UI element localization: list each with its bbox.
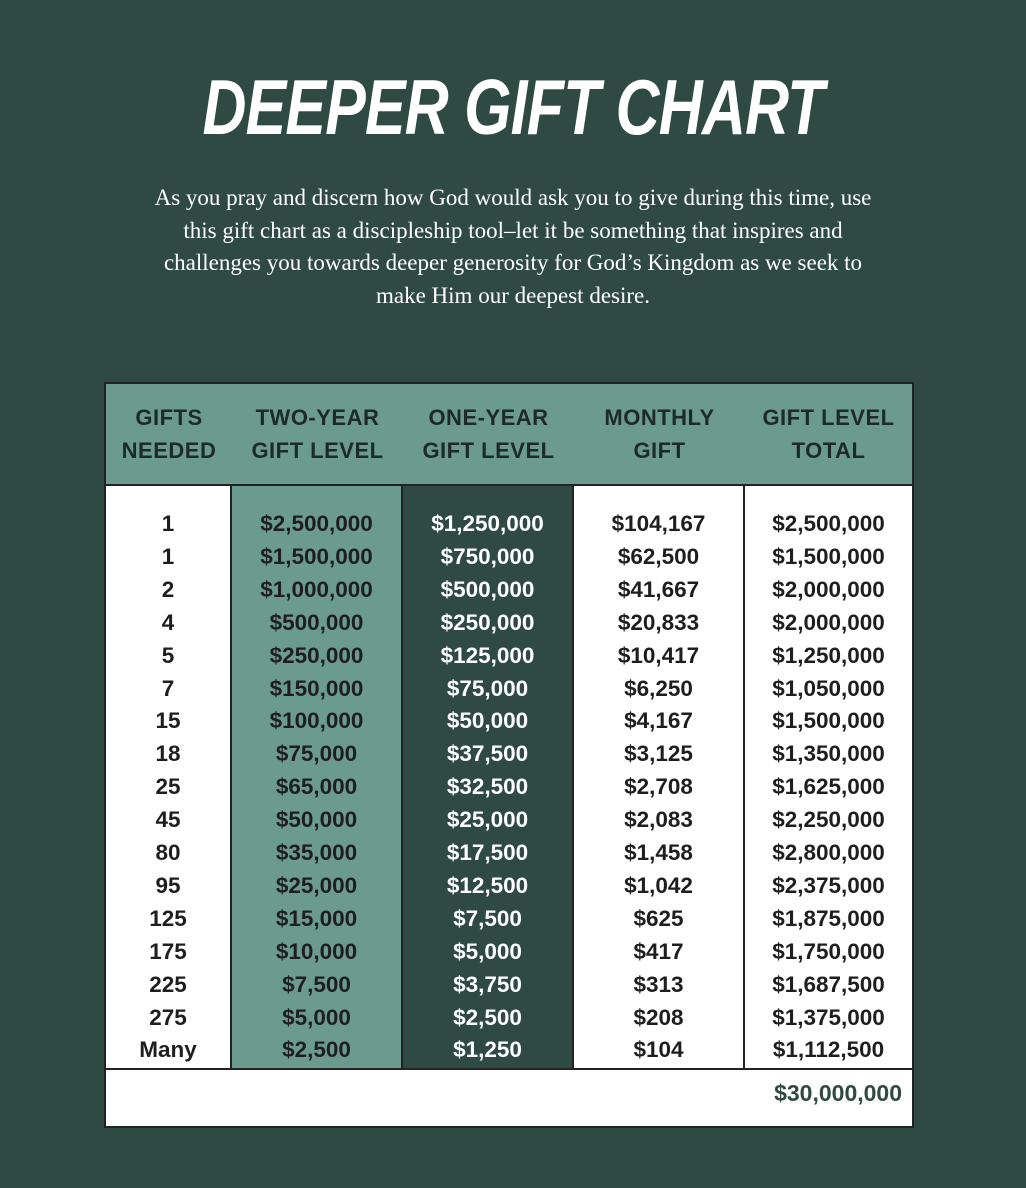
table-cell-total: $1,875,000 [772, 905, 885, 931]
column-gift-level-total [745, 486, 912, 1068]
table-cell-gifts: 18 [155, 741, 181, 767]
table-cell-total: $2,000,000 [772, 609, 885, 635]
column-monthly-gift [574, 486, 745, 1068]
table-cell-gifts: 4 [161, 609, 175, 635]
table-cell-two-year: $250,000 [269, 642, 364, 668]
table-cell-one-year: $50,000 [446, 708, 529, 734]
table-cell-gifts: 7 [161, 675, 175, 701]
grand-total-row [106, 1068, 912, 1126]
table-cell-two-year: $10,000 [275, 938, 358, 964]
table-cell-gifts: 25 [155, 774, 181, 800]
table-cell-two-year: $2,500 [282, 1037, 351, 1063]
table-cell-one-year: $2,500 [453, 1004, 522, 1030]
table-cell-one-year: $1,250 [453, 1037, 522, 1063]
table-cell-total: $1,375,000 [772, 1004, 885, 1030]
header-two-year-gift-level: TWO-YEAR GIFT LEVEL [251, 405, 384, 463]
table-cell-total: $1,750,000 [772, 938, 885, 964]
table-cell-two-year: $35,000 [275, 840, 358, 865]
table-cell-monthly: $4,167 [624, 708, 693, 734]
table-cell-gifts: 80 [155, 840, 181, 865]
column-gifts-needed [106, 486, 232, 1068]
table-cell-total: $2,375,000 [772, 872, 885, 898]
page-title: DEEPER GIFT CHART [202, 63, 824, 151]
table-cell-monthly: $6,250 [624, 675, 693, 701]
table-cell-gifts: 175 [149, 938, 187, 964]
table-cell-one-year: $1,250,000 [431, 511, 544, 536]
table-cell-two-year: $1,000,000 [260, 576, 373, 602]
table-cell-one-year: $12,500 [446, 872, 529, 898]
table-cell-monthly: $62,500 [617, 543, 700, 569]
table-cell-total: $1,112,500 [772, 1037, 885, 1063]
table-cell-one-year: $125,000 [440, 642, 535, 668]
table-cell-two-year: $1,500,000 [260, 543, 373, 569]
table-cell-gifts: 1 [161, 543, 175, 569]
table-cell-monthly: $41,667 [617, 576, 700, 602]
table-cell-one-year: $7,500 [453, 905, 522, 931]
table-cell-monthly: $1,458 [624, 840, 693, 865]
table-cell-total: $1,250,000 [772, 642, 885, 668]
table-cell-two-year: $15,000 [275, 905, 358, 931]
table-cell-two-year: $75,000 [275, 741, 358, 767]
table-cell-total: $2,500,000 [772, 511, 885, 536]
table-cell-monthly: $625 [633, 905, 684, 931]
table-cell-total: $1,625,000 [772, 774, 885, 800]
table-cell-one-year: $500,000 [440, 576, 535, 602]
table-cell-total: $1,500,000 [772, 708, 885, 734]
table-cell-two-year: $150,000 [269, 675, 364, 701]
table-cell-total: $1,687,500 [772, 971, 885, 997]
table-cell-gifts: 225 [149, 971, 187, 997]
table-cell-gifts: 275 [149, 1004, 187, 1030]
table-cell-gifts: Many [139, 1037, 197, 1063]
table-cell-one-year: $5,000 [453, 938, 522, 964]
table-cell-two-year: $7,500 [282, 971, 351, 997]
table-cell-two-year: $100,000 [269, 708, 364, 734]
table-cell-one-year: $17,500 [446, 840, 529, 865]
table-cell-one-year: $37,500 [446, 741, 529, 767]
table-header-row [106, 384, 912, 486]
table-cell-total: $1,350,000 [772, 741, 885, 767]
table-cell-two-year: $500,000 [269, 609, 364, 635]
table-cell-one-year: $25,000 [446, 807, 529, 833]
table-cell-total: $2,250,000 [772, 807, 885, 833]
table-cell-total: $2,800,000 [772, 840, 885, 865]
table-cell-one-year: $750,000 [440, 543, 535, 569]
grand-total-value: $30,000,000 [774, 1080, 902, 1106]
table-cell-monthly: $417 [633, 938, 684, 964]
table-cell-monthly: $313 [633, 971, 684, 997]
gift-chart-table [104, 382, 914, 1128]
table-cell-monthly: $2,083 [624, 807, 693, 833]
table-cell-one-year: $32,500 [446, 774, 529, 800]
header-monthly-gift: MONTHLY GIFT [604, 405, 715, 463]
table-cell-monthly: $1,042 [624, 872, 693, 898]
table-cell-two-year: $5,000 [282, 1004, 351, 1030]
table-cell-two-year: $50,000 [275, 807, 358, 833]
table-cell-two-year: $25,000 [275, 872, 358, 898]
table-cell-gifts: 95 [155, 872, 181, 898]
table-cell-monthly: $3,125 [624, 741, 693, 767]
table-cell-monthly: $104,167 [611, 511, 706, 536]
table-cell-gifts: 5 [161, 642, 175, 668]
table-cell-total: $1,050,000 [772, 675, 885, 701]
table-cell-two-year: $2,500,000 [260, 511, 373, 536]
table-cell-monthly: $2,708 [624, 774, 693, 800]
table-cell-monthly: $10,417 [617, 642, 700, 668]
table-cell-one-year: $250,000 [440, 609, 535, 635]
table-cell-one-year: $75,000 [446, 675, 529, 701]
header-gift-level-total: GIFT LEVEL TOTAL [762, 405, 895, 463]
header-one-year-gift-level: ONE-YEAR GIFT LEVEL [422, 405, 555, 463]
table-cell-monthly: $208 [633, 1004, 684, 1030]
table-cell-total: $2,000,000 [772, 576, 885, 602]
table-cell-gifts: 15 [155, 708, 181, 734]
table-cell-total: $1,500,000 [772, 543, 885, 569]
table-cell-one-year: $3,750 [453, 971, 522, 997]
header-gifts-needed: GIFTS NEEDED [121, 405, 217, 463]
column-one-year-gift-level [403, 486, 574, 1068]
table-cell-gifts: 1 [161, 511, 175, 536]
intro-paragraph: As you pray and discern how God would ask you to give during this time, use this gift chart as a discipleship tool–let it be something that inspires and challenges you towards deeper generosity for God’s Kingdom as we seek to make Him our deepest desire. [154, 185, 872, 308]
table-cell-two-year: $65,000 [275, 774, 358, 800]
table-cell-monthly: $20,833 [617, 609, 700, 635]
column-two-year-gift-level [232, 486, 403, 1068]
table-cell-gifts: 2 [161, 576, 175, 602]
table-cell-monthly: $104 [633, 1037, 684, 1063]
table-cell-gifts: 45 [155, 807, 181, 833]
table-cell-gifts: 125 [149, 905, 187, 931]
